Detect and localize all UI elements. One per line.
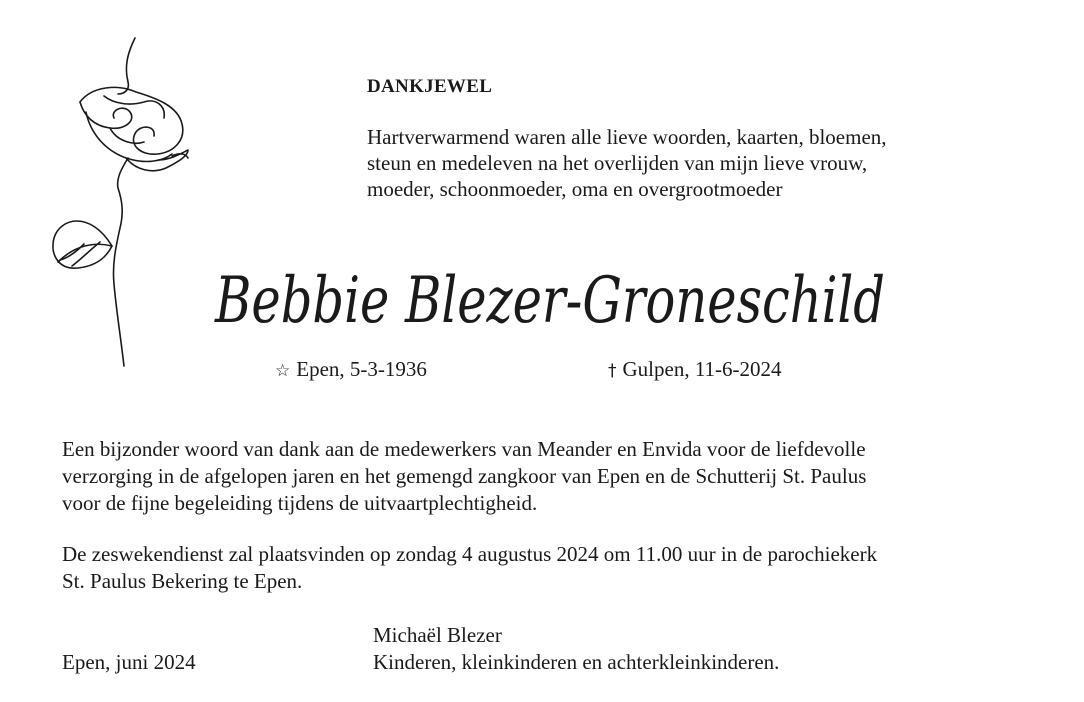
thanks-line: steun en medeleven na het overlijden van mijn lieve vrouw, [367,151,868,175]
thanks-line: Hartverwarmend waren alle lieve woorden, kaarten, bloemen, [367,125,887,149]
cross-icon: † [608,361,617,381]
birth-text: Epen, 5-3-1936 [296,357,427,381]
death-date [608,357,782,382]
thanks-text [367,124,1047,202]
thanks-paragraph [62,436,1042,517]
paragraph-line: voor de fijne begeleiding tijdens de uitvaartplechtigheid. [62,491,538,515]
deceased-name-text: Bebbie Blezer-Groneschild [214,264,886,338]
deceased-name [200,262,900,346]
thanks-title: DANKJEWEL [367,76,493,97]
paragraph-line: St. Paulus Bekering te Epen. [62,569,303,593]
paragraph-line: De zeswekendienst zal plaatsvinden op zondag 4 augustus 2024 om 11.00 uur in de parochiekerk [62,542,878,566]
thanks-line: moeder, schoonmoeder, oma en overgrootmoeder [367,177,783,201]
family-name-line: Michaël Blezer [373,623,502,647]
family-name-line: Kinderen, kleinkinderen en achterkleinkinderen. [373,650,780,674]
place-date: Epen, juni 2024 [62,650,196,674]
rose-icon [40,32,200,372]
death-text: Gulpen, 11-6-2024 [622,357,782,381]
family-names [373,622,779,676]
service-paragraph [62,541,1042,595]
birth-date [275,357,427,382]
paragraph-line: Een bijzonder woord van dank aan de medewerkers van Meander en Envida voor de liefdevolle [62,437,866,461]
star-icon: ☆ [275,361,291,381]
thanks-block [367,76,1047,202]
paragraph-line: verzorging in de afgelopen jaren en het gemengd zangkoor van Epen en de Schutterij St. Paulus [62,464,867,488]
